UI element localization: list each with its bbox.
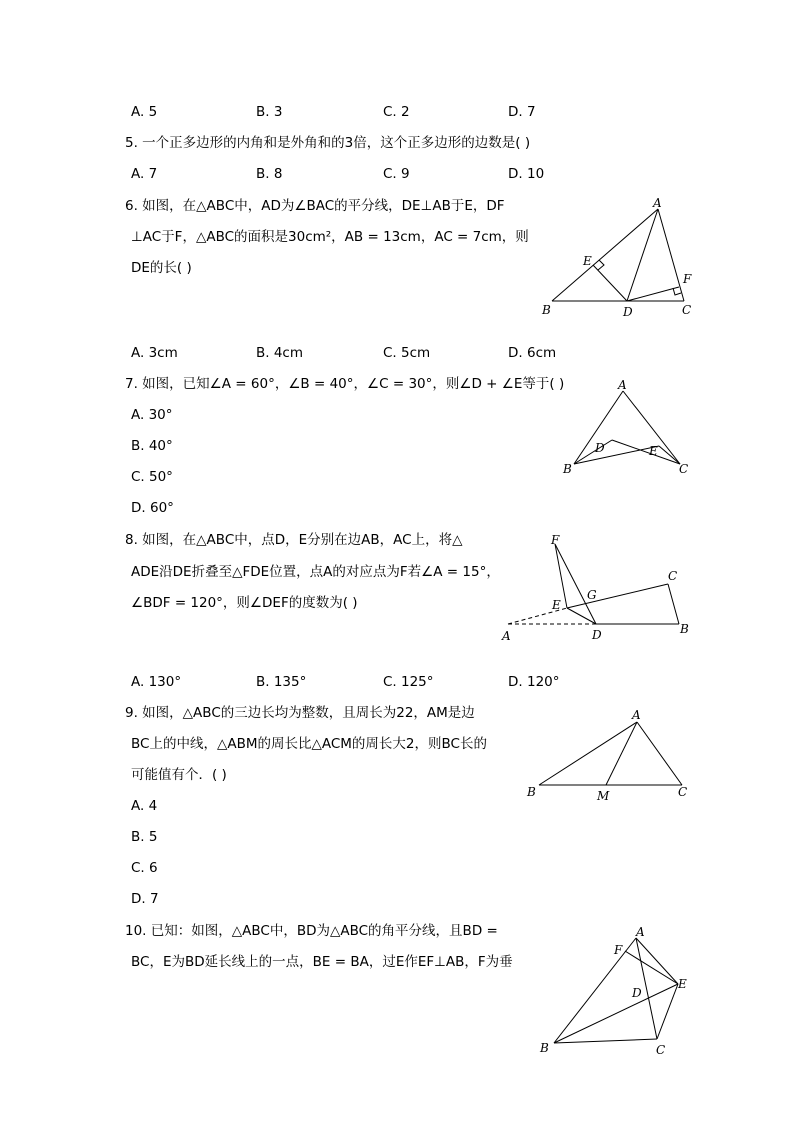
- q9-stem-line-1: 9. 如图，△ABC的三边长均为整数，且周长为22，AM是边: [125, 705, 475, 721]
- q7-stem: 7. 如图，已知∠A = 60°，∠B = 40°，∠C = 30°，则∠D + ∠E等于( ): [125, 376, 565, 392]
- q10-label-b: B: [540, 1041, 549, 1055]
- q10-label-c: C: [656, 1043, 666, 1057]
- q6-right-angle-f: [673, 288, 681, 295]
- q6-option-d: D. 6cm: [508, 345, 557, 361]
- q6-segment-df: [627, 287, 679, 301]
- q9-figure: [522, 703, 697, 803]
- q6-option-a: A. 3cm: [131, 345, 178, 361]
- q8-label-f: F: [551, 533, 560, 547]
- q5-option-d: D. 10: [508, 166, 545, 182]
- q7-label-e: E: [649, 444, 658, 458]
- q8-label-b: B: [680, 622, 689, 636]
- q8-figure: [496, 530, 701, 650]
- q10-label-f: F: [614, 943, 623, 957]
- q6-segment-ac: [658, 209, 684, 301]
- q10-label-a: A: [636, 925, 645, 939]
- q4-option-c: C. 2: [383, 104, 410, 120]
- q7-segment-be: [574, 446, 659, 464]
- q9-stem-line-3: 可能值有个．( ): [131, 767, 227, 783]
- q4-option-a: A. 5: [131, 104, 158, 120]
- q6-segment-de: [593, 265, 627, 301]
- q9-label-m: M: [597, 789, 610, 803]
- q10-segment-ef: [625, 951, 678, 984]
- q6-label-d: D: [623, 305, 633, 319]
- q6-figure: [536, 195, 706, 320]
- q10-segment-ae: [636, 938, 678, 984]
- q5-option-a: A. 7: [131, 166, 158, 182]
- q9-stem-line-2: BC上的中线，△ABM的周长比△ACM的周长大2，则BC长的: [131, 736, 487, 752]
- q9-label-b: B: [527, 785, 536, 799]
- q10-figure: [532, 920, 707, 1065]
- q7-segment-cd: [612, 440, 680, 464]
- q6-label-b: B: [542, 303, 551, 317]
- q9-option-b: B. 5: [131, 829, 158, 845]
- q10-segment-be: [554, 984, 678, 1043]
- q4-option-b: B. 3: [256, 104, 283, 120]
- q10-label-e: E: [678, 977, 687, 991]
- q7-label-a: A: [618, 378, 627, 392]
- q10-segment-ba: [554, 938, 636, 1043]
- q6-option-b: B. 4cm: [256, 345, 304, 361]
- q7-label-c: C: [679, 462, 689, 476]
- q6-stem-line-2: ⊥AC于F，△ABC的面积是30cm²，AB = 13cm，AC = 7cm，则: [131, 229, 529, 245]
- q8-stem-line-2: ADE沿DE折叠至△FDE位置，点A的对应点为F若∠A = 15°，: [131, 564, 500, 580]
- q9-segment-ba: [539, 722, 637, 785]
- q9-option-c: C. 6: [131, 860, 158, 876]
- q8-stem-line-1: 8. 如图，在△ABC中，点D，E分别在边AB，AC上，将△: [125, 532, 463, 548]
- q6-stem-line-1: 6. 如图，在△ABC中，AD为∠BAC的平分线，DE⊥AB于E，DF: [125, 198, 505, 214]
- q7-label-b: B: [563, 462, 572, 476]
- q6-label-c: C: [682, 303, 692, 317]
- q6-label-a: A: [653, 196, 662, 210]
- q8-option-c: C. 125°: [383, 674, 434, 690]
- q4-option-d: D. 7: [508, 104, 536, 120]
- q10-stem-line-2: BC，E为BD延长线上的一点，BE = BA，过E作EF⊥AB，F为垂: [131, 954, 513, 970]
- q7-option-b: B. 40°: [131, 438, 173, 454]
- q7-segment-ce: [659, 446, 680, 464]
- q10-label-d: D: [632, 986, 642, 1000]
- q7-option-d: D. 60°: [131, 500, 174, 516]
- q7-option-a: A. 30°: [131, 407, 173, 423]
- q8-label-g: G: [587, 588, 597, 602]
- q6-label-e: E: [583, 254, 592, 268]
- q7-figure: [556, 376, 696, 481]
- q5-option-b: B. 8: [256, 166, 283, 182]
- q8-segment-bc: [668, 584, 679, 624]
- q6-label-f: F: [683, 272, 692, 286]
- q5-option-c: C. 9: [383, 166, 410, 182]
- q8-stem-line-3: ∠BDF = 120°，则∠DEF的度数为( ): [131, 595, 358, 611]
- q8-label-a: A: [502, 629, 511, 643]
- q8-label-e: E: [552, 598, 561, 612]
- q9-option-a: A. 4: [131, 798, 158, 814]
- q9-option-d: D. 7: [131, 891, 159, 907]
- q7-label-d: D: [595, 441, 605, 455]
- q6-stem-line-3: DE的长( ): [131, 260, 192, 276]
- q8-label-d: D: [592, 628, 602, 642]
- q8-option-a: A. 130°: [131, 674, 182, 690]
- q10-stem-line-1: 10. 已知：如图，△ABC中，BD为△ABC的角平分线，且BD =: [125, 923, 498, 939]
- q8-option-b: B. 135°: [256, 674, 307, 690]
- q10-segment-bc: [554, 1039, 657, 1043]
- q8-option-d: D. 120°: [508, 674, 560, 690]
- q6-right-angle-e: [598, 260, 604, 270]
- q8-label-c: C: [668, 569, 678, 583]
- q9-label-c: C: [678, 785, 688, 799]
- q8-segment-fd: [555, 544, 596, 624]
- q7-option-c: C. 50°: [131, 469, 173, 485]
- q9-label-a: A: [632, 708, 641, 722]
- q9-segment-ac: [637, 722, 682, 785]
- q5-stem: 5. 一个正多边形的内角和是外角和的3倍，这个正多边形的边数是( ): [125, 135, 531, 151]
- q6-option-c: C. 5cm: [383, 345, 431, 361]
